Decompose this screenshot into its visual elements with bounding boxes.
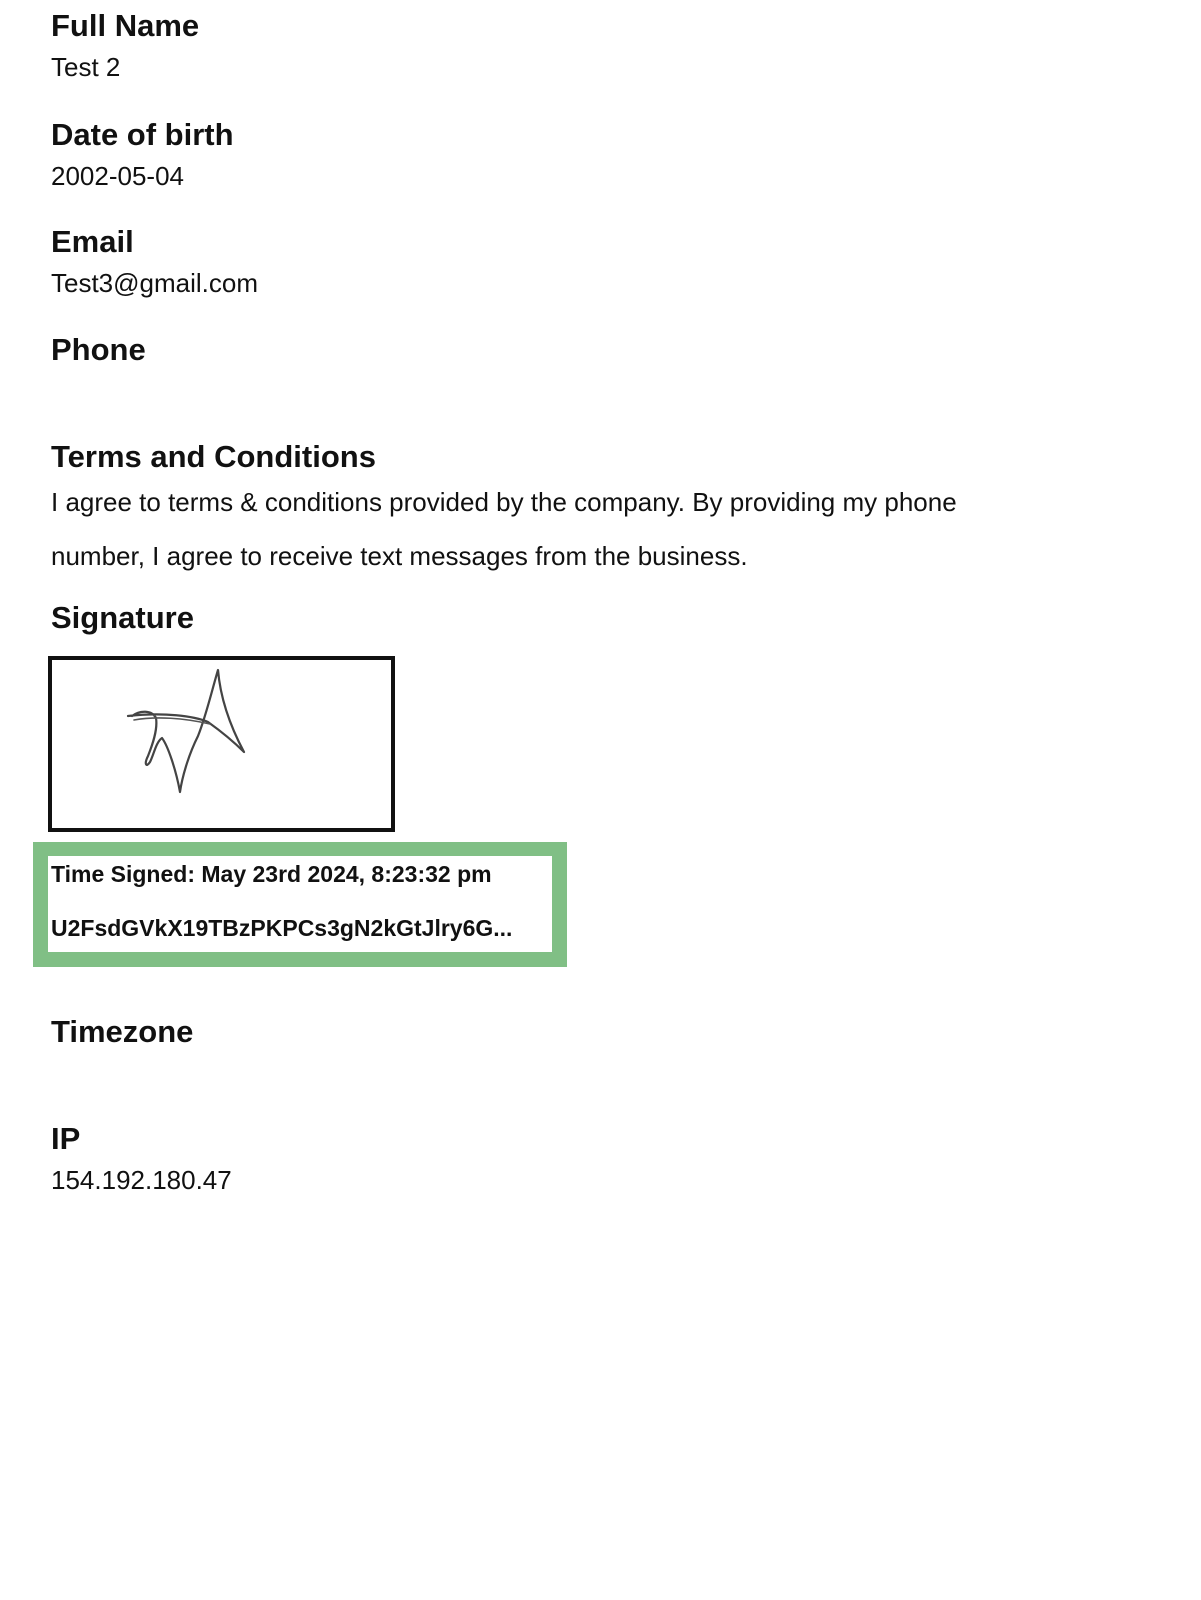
signature-stamp bbox=[33, 842, 567, 967]
signature-box bbox=[48, 656, 395, 832]
date-of-birth-value: 2002-05-04 bbox=[51, 161, 184, 191]
time-signed-text: Time Signed: May 23rd 2024, 8:23:32 pm bbox=[51, 861, 492, 887]
signature-stamp-inner bbox=[48, 856, 552, 952]
terms-label: Terms and Conditions bbox=[51, 439, 376, 474]
email-field bbox=[51, 224, 258, 299]
ip-field bbox=[51, 1121, 232, 1196]
phone-field bbox=[51, 332, 146, 375]
full-name-label: Full Name bbox=[51, 8, 200, 43]
full-name-value: Test 2 bbox=[51, 52, 121, 82]
signature-hash-text: U2FsdGVkX19TBzPKPCs3gN2kGtJlry6G... bbox=[51, 915, 513, 941]
signature-label: Signature bbox=[51, 600, 194, 635]
phone-label: Phone bbox=[51, 332, 146, 367]
email-value: Test3@gmail.com bbox=[51, 268, 259, 298]
full-name-field bbox=[51, 8, 199, 83]
terms-field bbox=[51, 439, 991, 583]
date-of-birth-label: Date of birth bbox=[51, 117, 234, 152]
timezone-label: Timezone bbox=[51, 1014, 194, 1049]
ip-value: 154.192.180.47 bbox=[51, 1165, 232, 1195]
signature-field bbox=[51, 600, 194, 636]
timezone-field bbox=[51, 1014, 193, 1057]
ip-label: IP bbox=[51, 1121, 81, 1156]
email-label: Email bbox=[51, 224, 134, 259]
signature-drawing bbox=[52, 660, 391, 828]
terms-text: I agree to terms & conditions provided by the company. By providing my phone number, I agree to receive text messages from the business. bbox=[51, 487, 957, 571]
date-of-birth-field bbox=[51, 117, 234, 192]
